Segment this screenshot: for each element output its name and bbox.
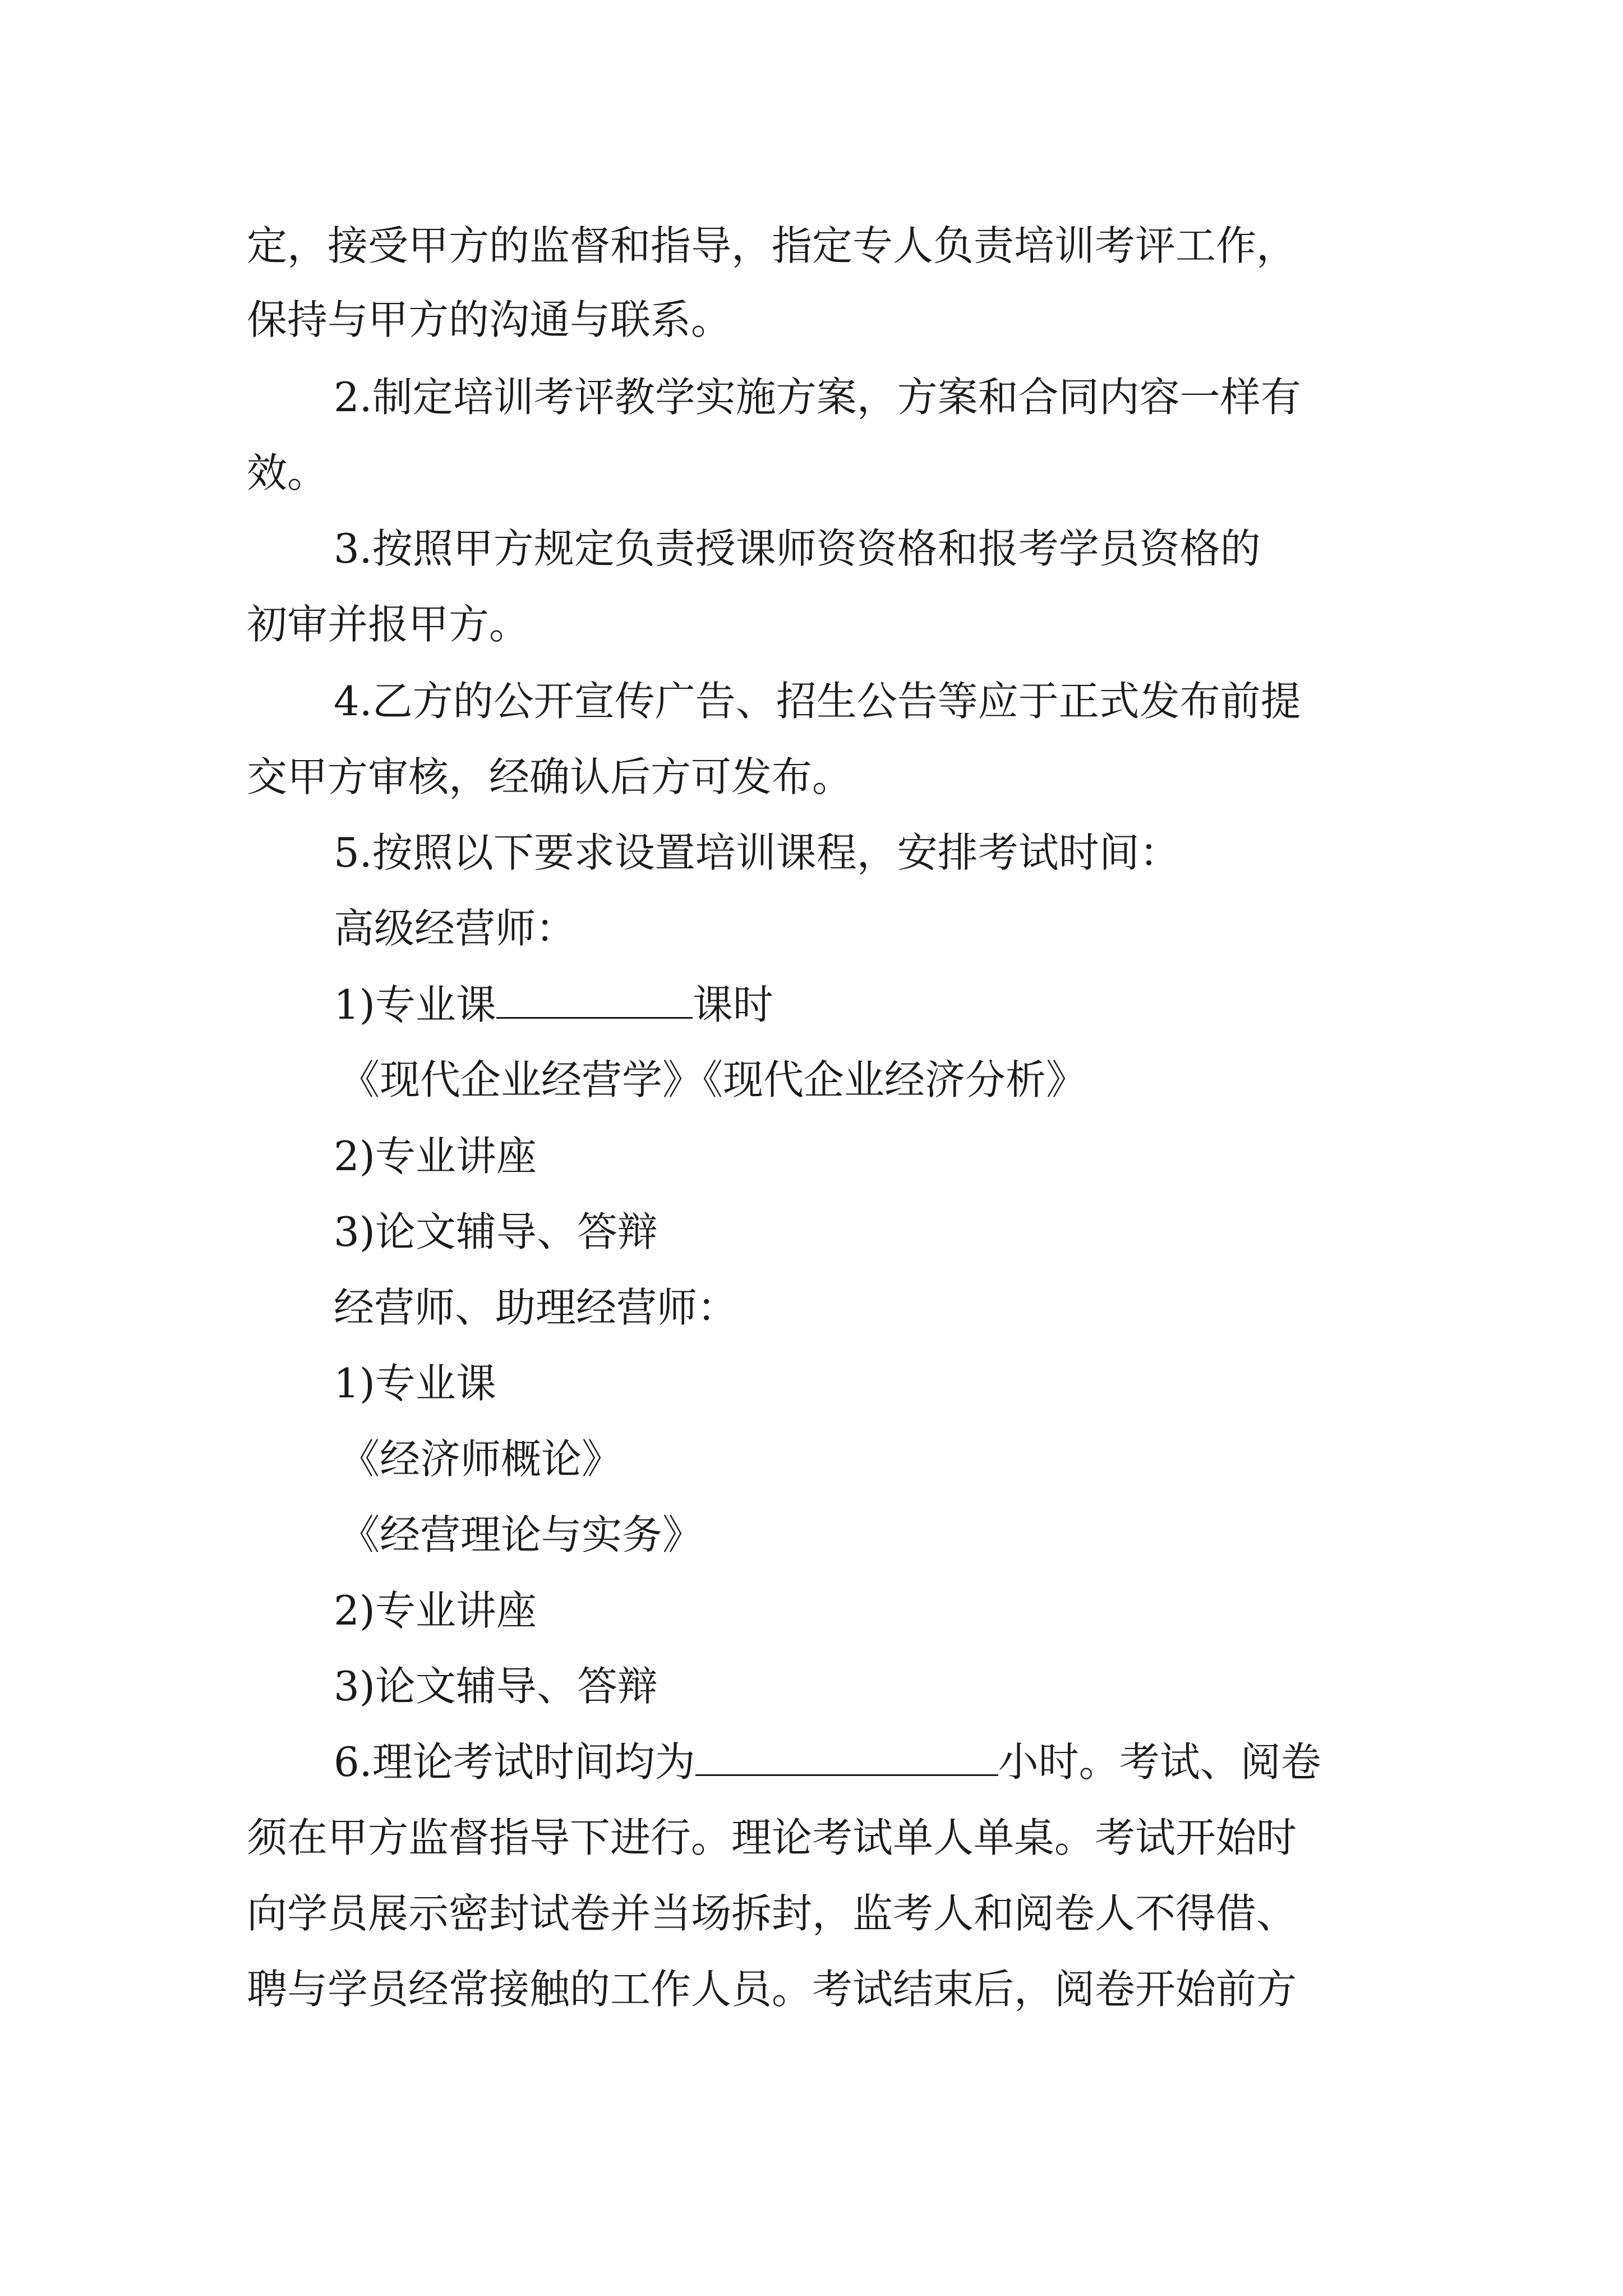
paragraph-line: 聘与学员经常接触的工作人员。考试结束后，阅卷开始前方 [247,1966,1297,2013]
hours-suffix: 课时 [692,981,773,1028]
exam-suffix: 小时。考试、阅卷 [998,1738,1321,1786]
paragraph-line: 须在甲方监督指导下进行。理论考试单人单桌。考试开始时 [247,1814,1297,1861]
paragraph-line: 定，接受甲方的监督和指导，指定专人负责培训考评工作， [247,222,1297,269]
list-item: 2)专业讲座 [334,1587,537,1634]
paragraph-line: 保持与甲方的沟通与联系。 [247,296,732,343]
hours-prefix: 1)专业课 [334,981,496,1028]
item-4-line: 4.乙方的公开宣传广告、招生公告等应于正式发布前提 [334,678,1301,725]
hours-blank [496,982,693,1019]
book-title-line: 《经营理论与实务》 [339,1511,703,1558]
item-2-line: 2.制定培训考评教学实施方案，方案和合同内容一样有 [334,374,1301,421]
book-title-line: 《经济师概论》 [339,1435,623,1483]
item-3-line: 3.按照甲方规定负责授课师资资格和报考学员资格的 [334,525,1261,572]
book-titles-line: 《现代企业经营学》《现代企业经济分析》 [339,1056,1087,1103]
paragraph-line: 交甲方审核，经确认后方可发布。 [247,753,853,800]
exam-prefix: 6.理论考试时间均为 [334,1738,695,1786]
section-heading-senior: 高级经营师： [334,905,577,952]
hours-line [334,978,773,1032]
exam-line [334,1735,1321,1789]
paragraph-line: 效。 [247,449,328,496]
section-heading-manager: 经营师、助理经营师： [334,1284,738,1331]
list-item: 3)论文辅导、答辩 [334,1208,658,1255]
paragraph-line: 初审并报甲方。 [247,601,530,648]
item-5-line: 5.按照以下要求设置培训课程，安排考试时间： [334,829,1180,876]
list-item: 1)专业课 [334,1360,496,1407]
paragraph-line: 向学员展示密封试卷并当场拆封，监考人和阅卷人不得借、 [247,1890,1297,1937]
exam-blank [695,1740,998,1776]
list-item: 2)专业讲座 [334,1133,537,1180]
list-item: 3)论文辅导、答辩 [334,1663,658,1710]
